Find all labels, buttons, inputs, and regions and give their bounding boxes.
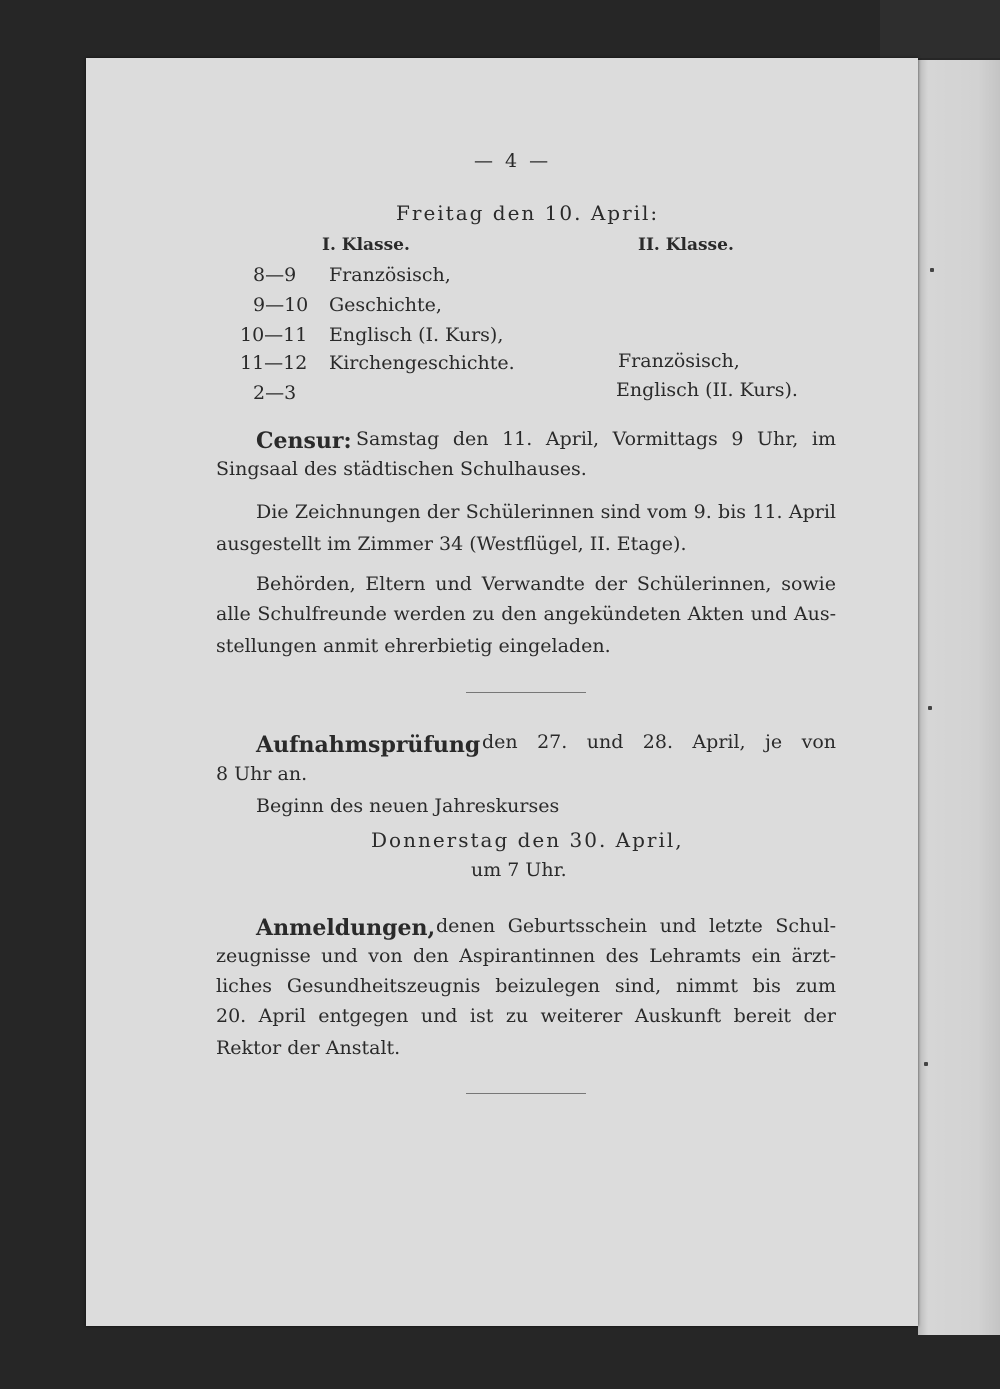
schedule-time: 2—3 <box>253 382 297 404</box>
course-time: um 7 Uhr. <box>471 859 567 881</box>
scan-mark <box>924 1062 928 1066</box>
course-date: Donnerstag den 30. April, <box>371 828 684 852</box>
schedule-class1-subject: Geschichte, <box>329 294 442 316</box>
exam-text: 8 Uhr an. <box>216 763 308 785</box>
class2-heading: II. Klasse. <box>638 235 734 255</box>
class1-heading: I. Klasse. <box>322 235 410 255</box>
censur-text: Samstag den 11. April, Vormittags 9 Uhr, im <box>356 428 836 450</box>
invitation-text: stellungen anmit ehrerbietig eingeladen. <box>216 635 611 657</box>
registration-text: Rektor der Anstalt. <box>216 1037 401 1059</box>
censur-text: Singsaal des städtischen Schulhauses. <box>216 458 587 480</box>
registration-text: denen Geburtsschein und letzte Schul- <box>436 915 836 937</box>
schedule-class1-subject: Kirchengeschichte. <box>329 352 515 374</box>
course-begin: Beginn des neuen Jahreskurses <box>256 795 560 817</box>
schedule-class1-subject: Englisch (I. Kurs), <box>329 324 504 346</box>
friday-heading: Freitag den 10. April: <box>396 201 660 225</box>
schedule-class2-subject: Französisch, <box>618 350 740 372</box>
registration-text: 20. April entgegen und ist zu weiterer Auskunft bereit der <box>216 1005 836 1027</box>
separator-rule <box>466 1093 586 1094</box>
censur-label: Censur: <box>256 428 352 454</box>
schedule-class2-subject: Englisch (II. Kurs). <box>616 379 798 401</box>
drawings-text: ausgestellt im Zimmer 34 (Westflügel, II. Etage). <box>216 533 687 555</box>
schedule-class1-subject: Französisch, <box>329 264 451 286</box>
exam-text: den 27. und 28. April, je von <box>482 731 836 753</box>
registration-text: liches Gesundheitszeugnis beizulegen sind, nimmt bis zum <box>216 975 836 997</box>
exam-label: Aufnahmsprüfung <box>256 732 481 758</box>
invitation-text: Behörden, Eltern und Verwandte der Schülerinnen, sowie <box>256 573 836 595</box>
drawings-text: Die Zeichnungen der Schülerinnen sind vom 9. bis 11. April <box>256 501 836 523</box>
scan-background <box>880 0 1000 58</box>
page-number: — 4 — <box>474 150 552 172</box>
schedule-time: 11—12 <box>240 352 308 374</box>
registration-text: zeugnisse und von den Aspirantinnen des Lehramts ein ärzt- <box>216 945 836 967</box>
scan-mark <box>930 268 934 272</box>
schedule-time: 8—9 <box>253 264 297 286</box>
page-edge <box>918 60 1000 1335</box>
separator-rule <box>466 692 586 693</box>
invitation-text: alle Schulfreunde werden zu den angekündeten Akten und Aus- <box>216 603 836 625</box>
schedule-time: 9—10 <box>253 294 309 316</box>
schedule-time: 10—11 <box>240 324 308 346</box>
scan-mark <box>928 706 932 710</box>
registration-label: Anmeldungen, <box>256 915 436 941</box>
